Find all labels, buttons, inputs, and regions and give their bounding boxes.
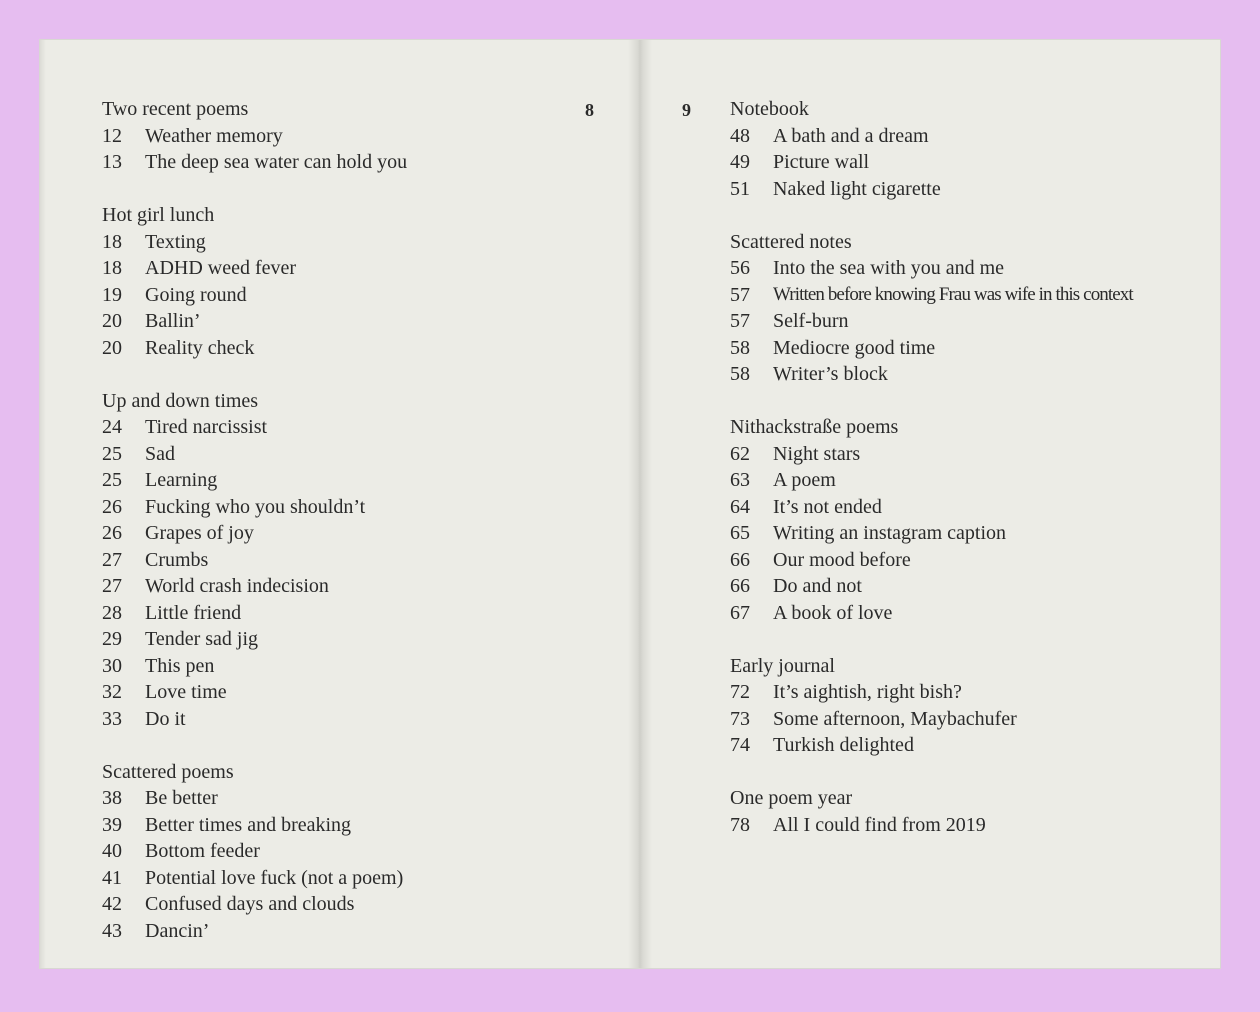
entry-page-number: 49	[730, 151, 750, 173]
entry-title: This pen	[145, 654, 215, 677]
entry-page-number: 58	[730, 363, 750, 385]
entry-title: Grapes of joy	[145, 522, 254, 544]
toc-entry	[102, 706, 407, 733]
entry-page-number: 18	[102, 257, 122, 279]
entry-page-number: 56	[730, 257, 750, 279]
toc-entry	[730, 308, 1133, 335]
entry-title: Dancin’	[145, 919, 210, 942]
entry-page-number: 20	[102, 336, 122, 359]
entry-page-number: 73	[730, 707, 750, 730]
entry-page-number: 25	[102, 469, 122, 491]
entry-title: Into the sea with you and me	[773, 257, 1005, 279]
entry-title: A book of love	[773, 601, 893, 624]
entry-page-number: 38	[102, 787, 122, 809]
entry-page-number: 20	[102, 310, 122, 332]
toc-entry	[730, 467, 1133, 494]
toc-entry	[730, 123, 1133, 150]
entry-page-number: 32	[102, 681, 122, 703]
toc-entry	[730, 679, 1133, 706]
entry-page-number: 74	[730, 734, 750, 756]
entry-title: Weather memory	[145, 124, 283, 147]
entry-title: Fucking who you shouldn’t	[145, 495, 366, 518]
entry-page-number: 12	[102, 124, 122, 147]
left-page	[40, 40, 636, 968]
entry-page-number: 33	[102, 707, 122, 730]
entry-page-number: 41	[102, 866, 122, 889]
toc-entry	[102, 573, 407, 600]
toc-entry	[102, 149, 407, 176]
entry-page-number: 18	[102, 230, 122, 253]
entry-page-number: 43	[102, 919, 122, 942]
entry-title: Bottom feeder	[145, 840, 260, 862]
page-number-left: 8	[585, 100, 594, 120]
toc-section	[730, 785, 1133, 838]
entry-page-number: 26	[102, 522, 122, 544]
toc-entry	[730, 520, 1133, 547]
entry-page-number: 39	[102, 813, 122, 836]
toc-left	[102, 96, 407, 971]
toc-entry	[730, 812, 1133, 839]
entry-title: Better times and breaking	[145, 813, 352, 836]
page-edge	[40, 40, 46, 968]
entry-page-number: 66	[730, 575, 750, 597]
entry-page-number: 51	[730, 177, 750, 200]
toc-entry	[730, 706, 1133, 733]
entry-page-number: 24	[102, 416, 122, 438]
toc-entry	[102, 600, 407, 627]
toc-entry	[102, 123, 407, 150]
toc-entry	[102, 520, 407, 547]
toc-entry	[730, 573, 1133, 600]
toc-entry	[102, 414, 407, 441]
entry-page-number: 63	[730, 469, 750, 491]
entry-page-number: 58	[730, 336, 750, 359]
toc-section	[102, 96, 407, 176]
entry-page-number: 13	[102, 151, 122, 173]
toc-entry	[102, 335, 407, 362]
entry-title: Naked light cigarette	[773, 177, 941, 200]
entry-title: A poem	[773, 469, 836, 491]
entry-title: Confused days and clouds	[145, 893, 355, 915]
section-heading: Up and down times	[102, 389, 259, 412]
section-heading: Two recent poems	[102, 98, 249, 120]
open-book	[40, 40, 1220, 968]
entry-page-number: 57	[730, 283, 750, 306]
entry-title: Writer’s block	[773, 363, 888, 385]
toc-entry	[102, 441, 407, 468]
entry-page-number: 66	[730, 548, 750, 571]
section-heading: Notebook	[730, 98, 809, 120]
entry-title: World crash indecision	[145, 575, 329, 597]
entry-title: Do and not	[773, 575, 862, 597]
toc-section	[102, 388, 407, 733]
section-heading: Scattered notes	[730, 230, 852, 253]
toc-entry	[102, 282, 407, 309]
toc-entry	[730, 732, 1133, 759]
right-page	[640, 40, 1220, 968]
entry-page-number: 78	[730, 813, 750, 836]
toc-entry	[102, 467, 407, 494]
section-heading: Nithackstraße poems	[730, 416, 899, 438]
toc-entry	[730, 494, 1133, 521]
toc-entry	[102, 865, 407, 892]
toc-section	[102, 759, 407, 945]
entry-page-number: 27	[102, 575, 122, 597]
entry-page-number: 26	[102, 495, 122, 518]
entry-page-number: 72	[730, 681, 750, 703]
toc-entry	[102, 812, 407, 839]
entry-title: Sad	[145, 442, 175, 465]
toc-entry	[102, 785, 407, 812]
entry-title: All I could find from 2019	[773, 813, 986, 836]
entry-title: Do it	[145, 707, 186, 730]
entry-title: The deep sea water can hold you	[145, 151, 408, 173]
section-heading: Hot girl lunch	[102, 204, 215, 226]
entry-title: Our mood before	[773, 548, 911, 571]
toc-entry	[730, 361, 1133, 388]
entry-title: Mediocre good time	[773, 336, 936, 359]
entry-title: Texting	[145, 230, 206, 253]
entry-page-number: 40	[102, 840, 122, 862]
toc-section	[730, 414, 1133, 626]
section-heading: Scattered poems	[102, 760, 234, 783]
toc-entry	[102, 918, 407, 945]
section-heading: Early journal	[730, 654, 835, 677]
entry-title: Night stars	[773, 442, 861, 465]
toc-right	[730, 96, 1133, 865]
entry-title: Little friend	[145, 601, 242, 624]
entry-title: Tired narcissist	[145, 416, 268, 438]
toc-section	[730, 653, 1133, 759]
toc-entry	[102, 547, 407, 574]
toc-entry	[102, 891, 407, 918]
toc-entry	[730, 282, 1133, 309]
entry-page-number: 25	[102, 442, 122, 465]
entry-title: Tender sad jig	[145, 628, 259, 650]
entry-page-number: 67	[730, 601, 750, 624]
entry-title: A bath and a dream	[773, 124, 929, 147]
toc-entry	[102, 494, 407, 521]
toc-entry	[730, 335, 1133, 362]
entry-title: It’s not ended	[773, 495, 882, 518]
entry-page-number: 27	[102, 548, 122, 571]
entry-page-number: 28	[102, 601, 122, 624]
toc-entry	[102, 838, 407, 865]
entry-title: Crumbs	[145, 548, 209, 571]
entry-page-number: 42	[102, 893, 122, 915]
entry-page-number: 30	[102, 654, 122, 677]
entry-title: ADHD weed fever	[145, 257, 297, 279]
entry-title: Turkish delighted	[773, 734, 914, 756]
entry-page-number: 65	[730, 522, 750, 544]
entry-title: Self-burn	[773, 310, 849, 332]
toc-entry	[102, 679, 407, 706]
toc-section	[102, 202, 407, 361]
entry-page-number: 19	[102, 283, 122, 306]
entry-title: Going round	[145, 283, 247, 306]
entry-page-number: 64	[730, 495, 750, 518]
entry-title: Potential love fuck (not a poem)	[145, 866, 404, 889]
toc-entry	[730, 149, 1133, 176]
entry-title: It’s aightish, right bish?	[773, 681, 962, 703]
entry-title: Written before knowing Frau was wife in this context	[773, 283, 1133, 305]
entry-title: Some afternoon, Maybachufer	[773, 707, 1017, 730]
toc-entry	[730, 600, 1133, 627]
entry-page-number: 62	[730, 442, 750, 465]
toc-section	[730, 229, 1133, 388]
toc-entry	[102, 255, 407, 282]
entry-title: Reality check	[145, 336, 255, 359]
entry-page-number: 48	[730, 124, 750, 147]
toc-entry	[102, 653, 407, 680]
toc-entry	[730, 547, 1133, 574]
entry-page-number: 57	[730, 310, 750, 332]
toc-entry	[102, 229, 407, 256]
entry-page-number: 29	[102, 628, 122, 650]
entry-title: Learning	[145, 469, 218, 491]
toc-entry	[730, 441, 1133, 468]
toc-entry	[730, 176, 1133, 203]
entry-title: Be better	[145, 787, 218, 809]
toc-entry	[730, 255, 1133, 282]
toc-entry	[102, 308, 407, 335]
toc-section	[730, 96, 1133, 202]
entry-title: Love time	[145, 681, 227, 703]
entry-title: Picture wall	[773, 151, 870, 173]
entry-title: Writing an instagram caption	[773, 522, 1007, 544]
book-gutter	[628, 40, 652, 968]
section-heading: One poem year	[730, 787, 853, 809]
toc-entry	[102, 626, 407, 653]
entry-title: Ballin’	[145, 310, 201, 332]
page-number-right: 9	[682, 100, 691, 120]
